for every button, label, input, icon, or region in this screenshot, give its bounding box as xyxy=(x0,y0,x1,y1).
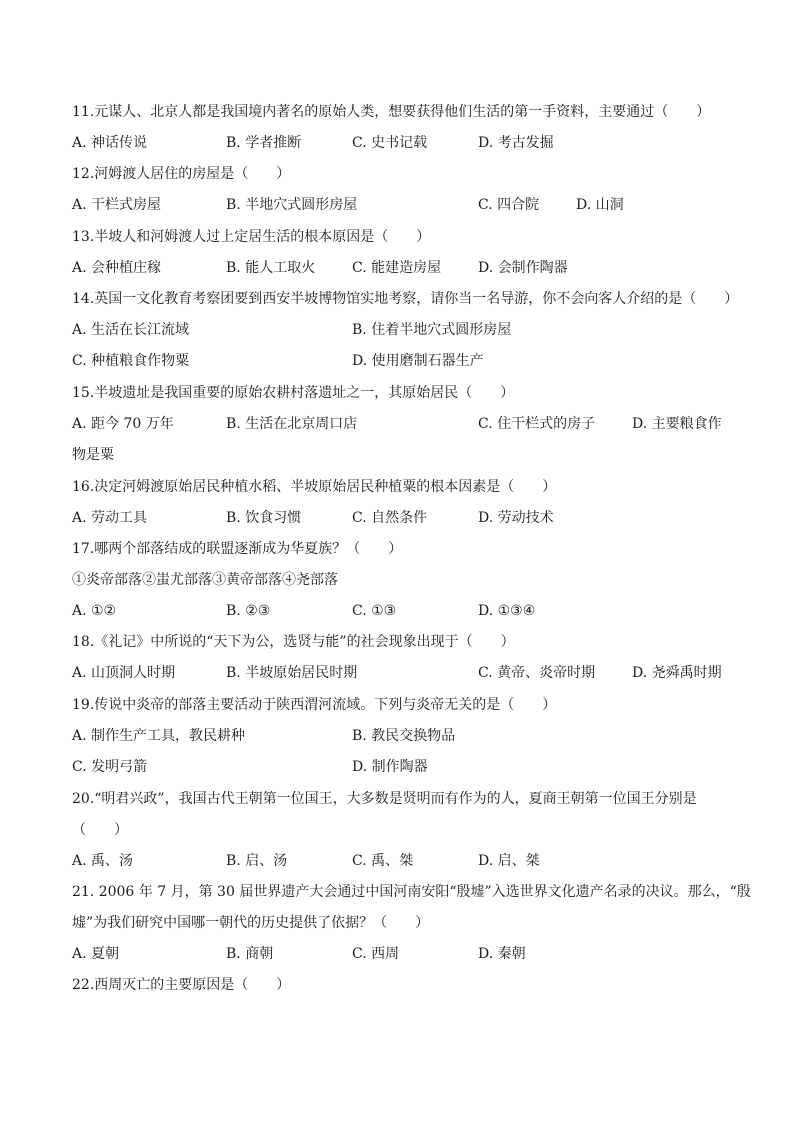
question-15-stem: 15.半坡遗址是我国重要的原始农耕村落遗址之一，其原始居民（ ） xyxy=(72,385,515,401)
question-22-stem: 22.西周灭亡的主要原因是（ ） xyxy=(72,977,291,993)
question-19-option-a: A. 制作生产工具，教民耕种 xyxy=(72,728,246,744)
question-21-option-c: C. 西周 xyxy=(352,946,400,962)
question-11-stem: 11.元谋人、北京人都是我国境内著名的原始人类，想要获得他们生活的第一手资料，主要通过（ ） xyxy=(72,104,711,120)
question-13-option-b: B. 能人工取火 xyxy=(226,260,316,276)
question-21-option-d: D. 秦朝 xyxy=(478,946,526,962)
question-18-option-b: B. 半坡原始居民时期 xyxy=(226,665,358,681)
question-16-option-d: D. 劳动技术 xyxy=(478,510,554,526)
question-12-option-a: A. 干栏式房屋 xyxy=(72,197,162,213)
question-13-stem: 13.半坡人和河姆渡人过上定居生活的根本原因是（ ） xyxy=(72,229,431,245)
question-13-option-c: C. 能建造房屋 xyxy=(352,260,442,276)
question-16-stem: 16.决定河姆渡原始居民种植水稻、半坡原始居民种植粟的根本因素是（ ） xyxy=(72,479,557,495)
question-17-stem: 17.哪两个部落结成的联盟逐渐成为华夏族？（ ） xyxy=(72,541,403,557)
question-20-option-a: A. 禹、汤 xyxy=(72,853,134,869)
question-19-option-b: B. 教民交换物品 xyxy=(352,728,456,744)
question-17-items: ①炎帝部落②蚩尤部落③黄帝部落④尧部落 xyxy=(72,572,338,588)
question-21-option-b: B. 商朝 xyxy=(226,946,274,962)
question-17-option-a: A. ①② xyxy=(72,603,117,619)
question-19-stem: 19.传说中炎帝的部落主要活动于陕西渭河流域。下列与炎帝无关的是（ ） xyxy=(72,697,557,713)
question-15-option-a: A. 距今 70 万年 xyxy=(72,416,174,432)
question-11-option-b: B. 学者推断 xyxy=(226,135,302,151)
question-20-stem: 20.“明君兴政”，我国古代王朝第一位国王，大多数是贤明而有作为的人，夏商王朝第一位国王分别是 xyxy=(72,791,697,807)
question-15-option-d: D. 主要粮食作 xyxy=(632,416,722,432)
question-20-option-d: D. 启、桀 xyxy=(478,853,540,869)
question-16-option-b: B. 饮食习惯 xyxy=(226,510,302,526)
question-18-option-d: D. 尧舜禹时期 xyxy=(632,665,722,681)
question-17-option-c: C. ①③ xyxy=(352,603,397,619)
question-14-option-b: B. 住着半地穴式圆形房屋 xyxy=(352,322,512,338)
question-16-option-c: C. 自然条件 xyxy=(352,510,428,526)
question-18-option-c: C. 黄帝、炎帝时期 xyxy=(478,665,596,681)
question-13-option-a: A. 会种植庄稼 xyxy=(72,260,162,276)
question-12-option-b: B. 半地穴式圆形房屋 xyxy=(226,197,358,213)
question-19-option-c: C. 发明弓箭 xyxy=(72,759,148,775)
question-13-option-d: D. 会制作陶器 xyxy=(478,260,568,276)
question-18-option-a: A. 山顶洞人时期 xyxy=(72,665,176,681)
question-11-option-d: D. 考古发掘 xyxy=(478,135,554,151)
question-14-stem: 14.英国一文化教育考察团要到西安半坡博物馆实地考察，请你当一名导游，你不会向客人介绍的是（ ） xyxy=(72,291,739,307)
question-12-option-c: C. 四合院 xyxy=(478,197,540,213)
question-18-stem: 18.《礼记》中所说的“天下为公，选贤与能”的社会现象出现于（ ） xyxy=(72,634,515,650)
question-11-option-a: A. 神话传说 xyxy=(72,135,148,151)
question-21-stem: 21. 2006 年 7 月，第 30 届世界遗产大会通过中国河南安阳“殷墟”入选世界文化遗产名录的决议。那么，“殷 xyxy=(72,884,751,900)
question-17-option-d: D. ①③④ xyxy=(478,603,536,619)
question-15-option-c: C. 住干栏式的房子 xyxy=(478,416,596,432)
question-20-option-c: C. 禹、桀 xyxy=(352,853,414,869)
question-14-option-a: A. 生活在长江流域 xyxy=(72,322,190,338)
question-15-option-d-continued: 物是粟 xyxy=(72,447,114,463)
question-14-option-c: C. 种植粮食作物粟 xyxy=(72,353,190,369)
question-14-option-d: D. 使用磨制石器生产 xyxy=(352,353,484,369)
question-19-option-d: D. 制作陶器 xyxy=(352,759,428,775)
question-20-stem-continued: （ ） xyxy=(72,822,128,838)
question-21-option-a: A. 夏朝 xyxy=(72,946,120,962)
question-15-option-b: B. 生活在北京周口店 xyxy=(226,416,358,432)
question-20-option-b: B. 启、汤 xyxy=(226,853,288,869)
question-21-stem-continued: 墟”为我们研究中国哪一朝代的历史提供了依据？（ ） xyxy=(72,915,430,931)
question-12-option-d: D. 山洞 xyxy=(576,197,624,213)
question-16-option-a: A. 劳动工具 xyxy=(72,510,148,526)
question-11-option-c: C. 史书记载 xyxy=(352,135,428,151)
question-12-stem: 12.河姆渡人居住的房屋是（ ） xyxy=(72,166,291,182)
question-17-option-b: B. ②③ xyxy=(226,603,271,619)
